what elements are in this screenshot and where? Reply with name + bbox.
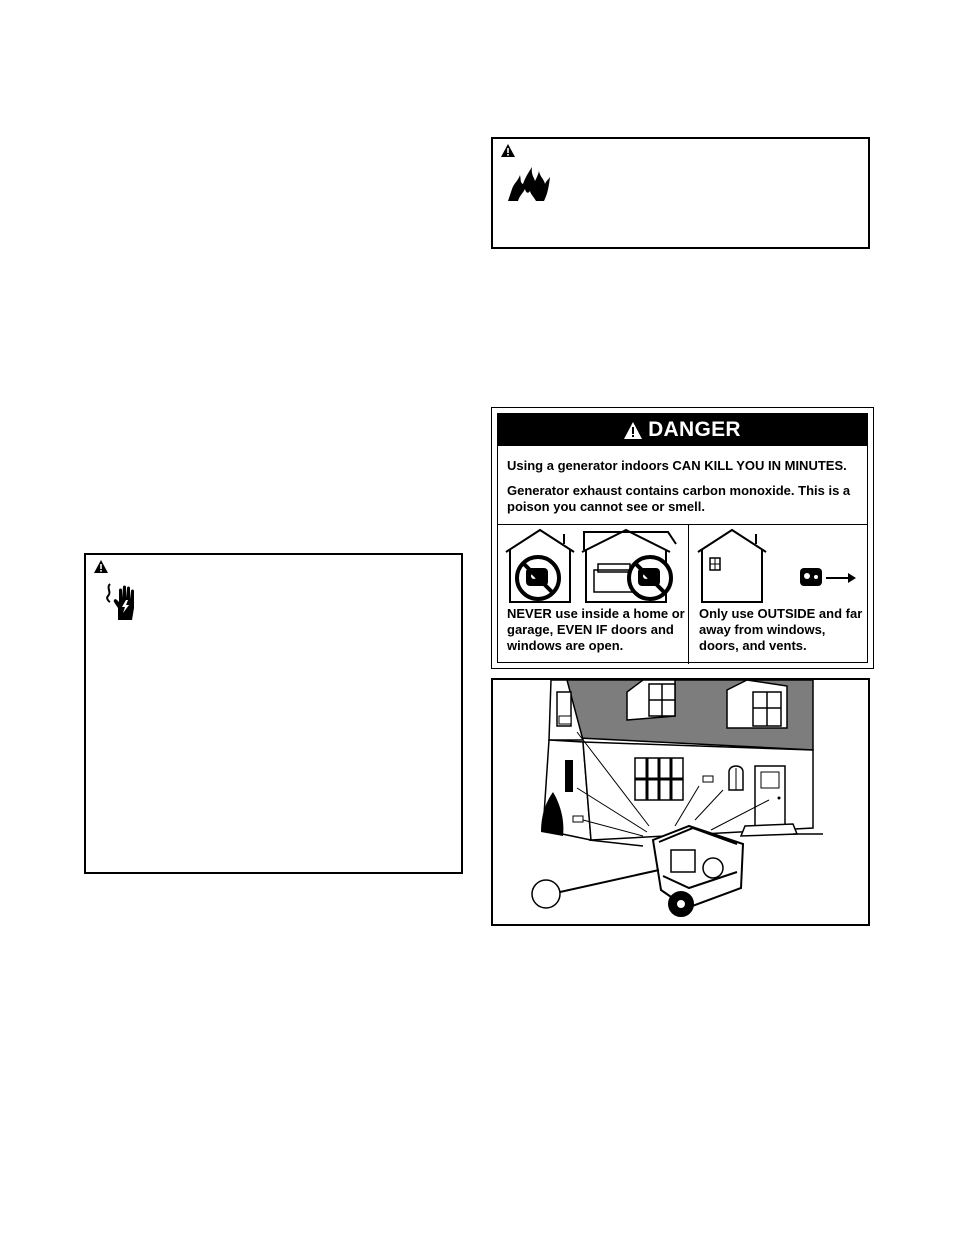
fire-icon (508, 167, 550, 201)
danger-label-inner (497, 413, 868, 663)
divider (498, 524, 867, 525)
danger-label (491, 407, 874, 669)
warning-triangle-icon (94, 560, 108, 573)
danger-line-1: Using a generator indoors CAN KILL YOU IN MINUTES. (507, 458, 847, 473)
danger-header (498, 414, 867, 446)
shock-warning-box (84, 553, 463, 874)
fire-warning-box (491, 137, 870, 249)
never-indoors-caption: NEVER use inside a home or garage, EVEN IF doors and windows are open. (507, 606, 685, 653)
front-wall (583, 742, 813, 840)
prohibited-indoor-art (504, 528, 682, 604)
danger-text (507, 458, 862, 524)
house-icon (698, 530, 766, 602)
danger-title: DANGER (648, 418, 741, 441)
warning-triangle-icon (624, 422, 642, 439)
outside-only-caption: Only use OUTSIDE and far away from windows, doors, and vents. (699, 606, 863, 653)
electric-shock-icon (104, 582, 138, 620)
generator-icon (800, 568, 822, 586)
no-generator-icon (517, 557, 559, 599)
outdoor-use-art (696, 528, 866, 604)
danger-line-2: Generator exhaust contains carbon monoxide. This is a poison you cannot see or smell. (507, 483, 851, 514)
generator-placement-illustration (491, 678, 870, 926)
divider (688, 524, 689, 664)
dormer-window (627, 680, 675, 720)
warning-triangle-icon (501, 144, 515, 157)
no-generator-icon (629, 557, 671, 599)
callout (532, 870, 659, 908)
dormer-window (727, 680, 787, 728)
arrow-right-icon (826, 573, 856, 583)
generator-icon (653, 826, 743, 916)
